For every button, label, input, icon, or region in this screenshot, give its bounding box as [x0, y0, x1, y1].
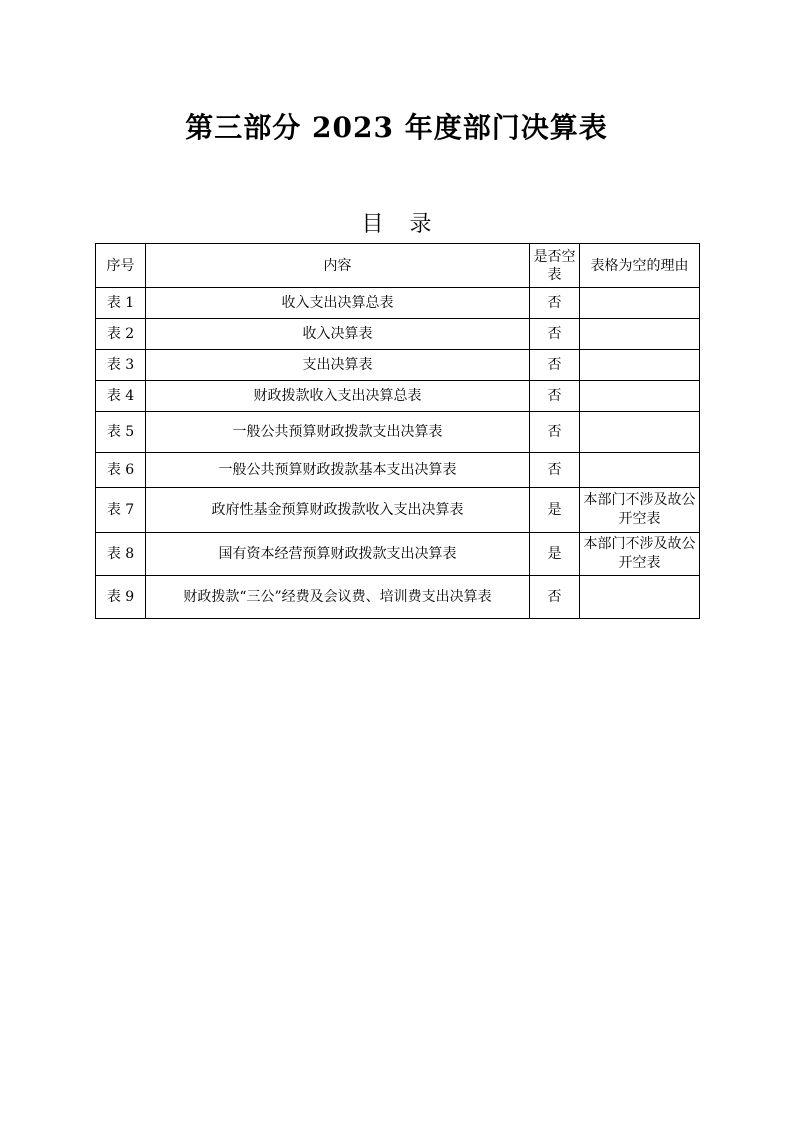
- row-content: 国有资本经营预算财政拨款支出决算表: [146, 533, 530, 576]
- table-row: [96, 381, 700, 412]
- row-is-empty: 是: [530, 533, 580, 576]
- row-reason: [580, 488, 700, 533]
- row-content: 一般公共预算财政拨款支出决算表: [146, 412, 530, 453]
- row-reason: [580, 350, 700, 381]
- row-reason-text: 本部门不涉及故公开空表: [583, 492, 696, 527]
- table-header-row: [96, 244, 700, 288]
- row-seq: 表 8: [96, 533, 146, 576]
- table-row: [96, 288, 700, 319]
- row-content: 政府性基金预算财政拨款收入支出决算表: [146, 488, 530, 533]
- table-row: [96, 412, 700, 453]
- row-content: 财政拨款“三公”经费及会议费、培训费支出决算表: [146, 576, 530, 619]
- row-content: 收入决算表: [146, 319, 530, 350]
- row-content: 财政拨款收入支出决算总表: [146, 381, 530, 412]
- row-reason: [580, 381, 700, 412]
- row-reason: [580, 319, 700, 350]
- row-reason: [580, 576, 700, 619]
- table-row: [96, 319, 700, 350]
- row-seq: 表 6: [96, 453, 146, 488]
- header-is-empty: 是否空表: [530, 244, 580, 288]
- table-row: [96, 488, 700, 533]
- header-content: 内容: [146, 244, 530, 288]
- row-reason-text: 本部门不涉及故公开空表: [583, 536, 696, 571]
- row-is-empty: 否: [530, 412, 580, 453]
- row-is-empty: 否: [530, 350, 580, 381]
- row-is-empty: 否: [530, 576, 580, 619]
- row-is-empty: 否: [530, 319, 580, 350]
- row-reason: [580, 453, 700, 488]
- toc-heading: 目录: [361, 212, 458, 237]
- row-seq: 表 1: [96, 288, 146, 319]
- page-title: 第三部分 2023 年度部门决算表: [185, 111, 608, 144]
- row-reason: [580, 533, 700, 576]
- toc-table: [95, 243, 700, 619]
- row-reason: [580, 412, 700, 453]
- row-is-empty: 否: [530, 453, 580, 488]
- header-seq: 序号: [96, 244, 146, 288]
- row-is-empty: 是: [530, 488, 580, 533]
- table-row: [96, 533, 700, 576]
- row-is-empty: 否: [530, 381, 580, 412]
- table-row: [96, 576, 700, 619]
- table-row: [96, 350, 700, 381]
- row-content: 一般公共预算财政拨款基本支出决算表: [146, 453, 530, 488]
- header-reason: 表格为空的理由: [580, 244, 700, 288]
- row-seq: 表 2: [96, 319, 146, 350]
- row-content: 收入支出决算总表: [146, 288, 530, 319]
- row-is-empty: 否: [530, 288, 580, 319]
- row-seq: 表 3: [96, 350, 146, 381]
- row-seq: 表 5: [96, 412, 146, 453]
- row-seq: 表 7: [96, 488, 146, 533]
- row-reason: [580, 288, 700, 319]
- row-seq: 表 9: [96, 576, 146, 619]
- table-row: [96, 453, 700, 488]
- row-seq: 表 4: [96, 381, 146, 412]
- row-content: 支出决算表: [146, 350, 530, 381]
